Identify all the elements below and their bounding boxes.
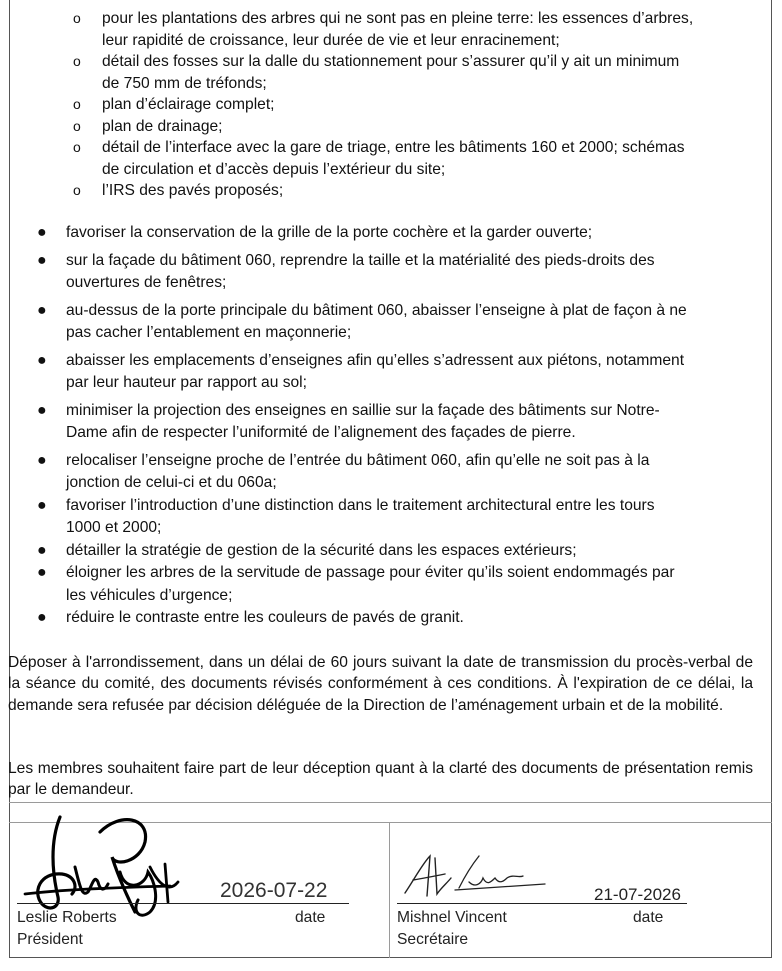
- list-item-line: par leur hauteur par rapport au sol;: [66, 374, 307, 391]
- list-item: [0, 137, 763, 180]
- list-item-line: Dame afin de respecter l’uniformité de l’alignement des façades de pierre.: [66, 424, 576, 441]
- bullet-icon: ●: [37, 401, 47, 419]
- signature-line: [17, 903, 349, 904]
- bullet-icon: ●: [37, 251, 47, 269]
- list-item-line: favoriser l’introduction d’une distinction dans le traitement architectural entre les tours: [66, 496, 655, 514]
- date-value: 2026-07-22: [220, 879, 328, 902]
- signer-name: Leslie Roberts: [17, 909, 117, 926]
- signer-name: Mishnel Vincent: [397, 909, 507, 926]
- list-item: [0, 450, 763, 495]
- list-item: [0, 540, 763, 563]
- signature-mishnel-vincent: [395, 848, 555, 908]
- list-item-line: éloigner les arbres de la servitude de passage pour éviter qu’ils soient endommagés par: [66, 564, 675, 581]
- signer-role: Secrétaire: [397, 931, 469, 948]
- list-item-line: les véhicules d’urgence;: [66, 586, 233, 604]
- list-item-line: pas cacher l’entablement en maçonnerie;: [66, 324, 352, 341]
- list-item: [0, 350, 763, 395]
- bullet-icon: ●: [37, 224, 47, 241]
- list-item: [0, 250, 763, 295]
- date-label: date: [633, 909, 664, 926]
- divider: [389, 822, 390, 958]
- bullet-icon: ●: [37, 609, 47, 626]
- list-item-line: 1000 et 2000;: [66, 519, 162, 536]
- list-item: [0, 495, 763, 540]
- circle-bullet-icon: o: [73, 182, 81, 198]
- bullet-icon: ●: [37, 451, 47, 469]
- list-item-line: ouvertures de fenêtres;: [66, 274, 227, 291]
- list-item-line: l’IRS des pavés proposés;: [102, 182, 284, 199]
- deposit-paragraph: Déposer à l'arrondissement, dans un délai de 60 jours suivant la date de transmission du procès-verbal de la séance du comité, des documents révisés conformément à ces conditions. À l'expiration de ce délai, la demande sera refusée par décision déléguée de la Direction de l’aménagement urbain et de la mobilité.: [8, 654, 753, 714]
- list-item: [0, 94, 763, 116]
- circle-bullet-icon: o: [73, 96, 81, 112]
- signature-leslie-roberts: [20, 812, 190, 922]
- bullet-icon: ●: [37, 564, 47, 581]
- list-item: [0, 180, 763, 202]
- divider: [9, 802, 772, 803]
- sub-list: [0, 8, 763, 202]
- bullet-icon: ●: [37, 496, 47, 514]
- list-item-line: favoriser la conservation de la grille de la porte cochère et la garder ouverte;: [66, 224, 593, 241]
- members-paragraph: Les membres souhaitent faire part de leur déception quant à la clarté des documents de présentation remis par le demandeur.: [8, 760, 753, 799]
- list-item-line: au-dessus de la porte principale du bâtiment 060, abaisser l’enseigne à plat de façon à ne: [66, 301, 687, 319]
- list-item: [0, 400, 763, 445]
- list-item-line: leur rapidité de croissance, leur durée de vie et leur enracinement;: [102, 31, 560, 49]
- circle-bullet-icon: o: [73, 53, 81, 69]
- circle-bullet-icon: o: [73, 139, 81, 155]
- circle-bullet-icon: o: [73, 10, 81, 26]
- bullet-icon: ●: [37, 351, 47, 369]
- list-item-line: jonction de celui-ci et du 060a;: [66, 474, 277, 491]
- list-item-line: relocaliser l’enseigne proche de l’entrée du bâtiment 060, afin qu’elle ne soit pas à la: [66, 451, 650, 469]
- list-item-line: plan de drainage;: [102, 117, 223, 135]
- date-value: 21-07-2026: [594, 885, 681, 904]
- bullet-icon: ●: [37, 301, 47, 319]
- bullet-icon: ●: [37, 541, 47, 559]
- list-item-line: sur la façade du bâtiment 060, reprendre la taille et la matérialité des pieds-droits des: [66, 251, 655, 269]
- list-item: [0, 8, 763, 51]
- bullet-list: [0, 222, 763, 630]
- list-item-line: de 750 mm de tréfonds;: [102, 74, 267, 92]
- signer-role: Président: [17, 931, 83, 948]
- list-item: [0, 300, 763, 345]
- date-label: date: [295, 909, 326, 926]
- list-item-line: pour les plantations des arbres qui ne sont pas en pleine terre: les essences d’arbres,: [102, 10, 694, 27]
- list-item-line: minimiser la projection des enseignes en saillie sur la façade des bâtiments sur Notre-: [66, 401, 660, 419]
- list-item-line: réduire le contraste entre les couleurs de pavés de granit.: [66, 609, 464, 626]
- list-item-line: abaisser les emplacements d’enseignes afin qu’elles s’adressent aux piétons, notamment: [66, 351, 685, 369]
- circle-bullet-icon: o: [73, 117, 81, 134]
- list-item: [0, 562, 763, 607]
- list-item-line: détailler la stratégie de gestion de la sécurité dans les espaces extérieurs;: [66, 541, 577, 559]
- list-item-line: détail des fosses sur la dalle du stationnement pour s’assurer qu’il y ait un minimum: [102, 53, 680, 70]
- list-item: [0, 222, 763, 245]
- list-item-line: plan d’éclairage complet;: [102, 96, 275, 113]
- list-item: [0, 51, 763, 94]
- list-item-line: détail de l’interface avec la gare de triage, entre les bâtiments 160 et 2000; schémas: [102, 139, 685, 156]
- list-item: [0, 116, 763, 138]
- list-item: [0, 607, 763, 630]
- list-item-line: de circulation et d’accès depuis l’extérieur du site;: [102, 160, 446, 178]
